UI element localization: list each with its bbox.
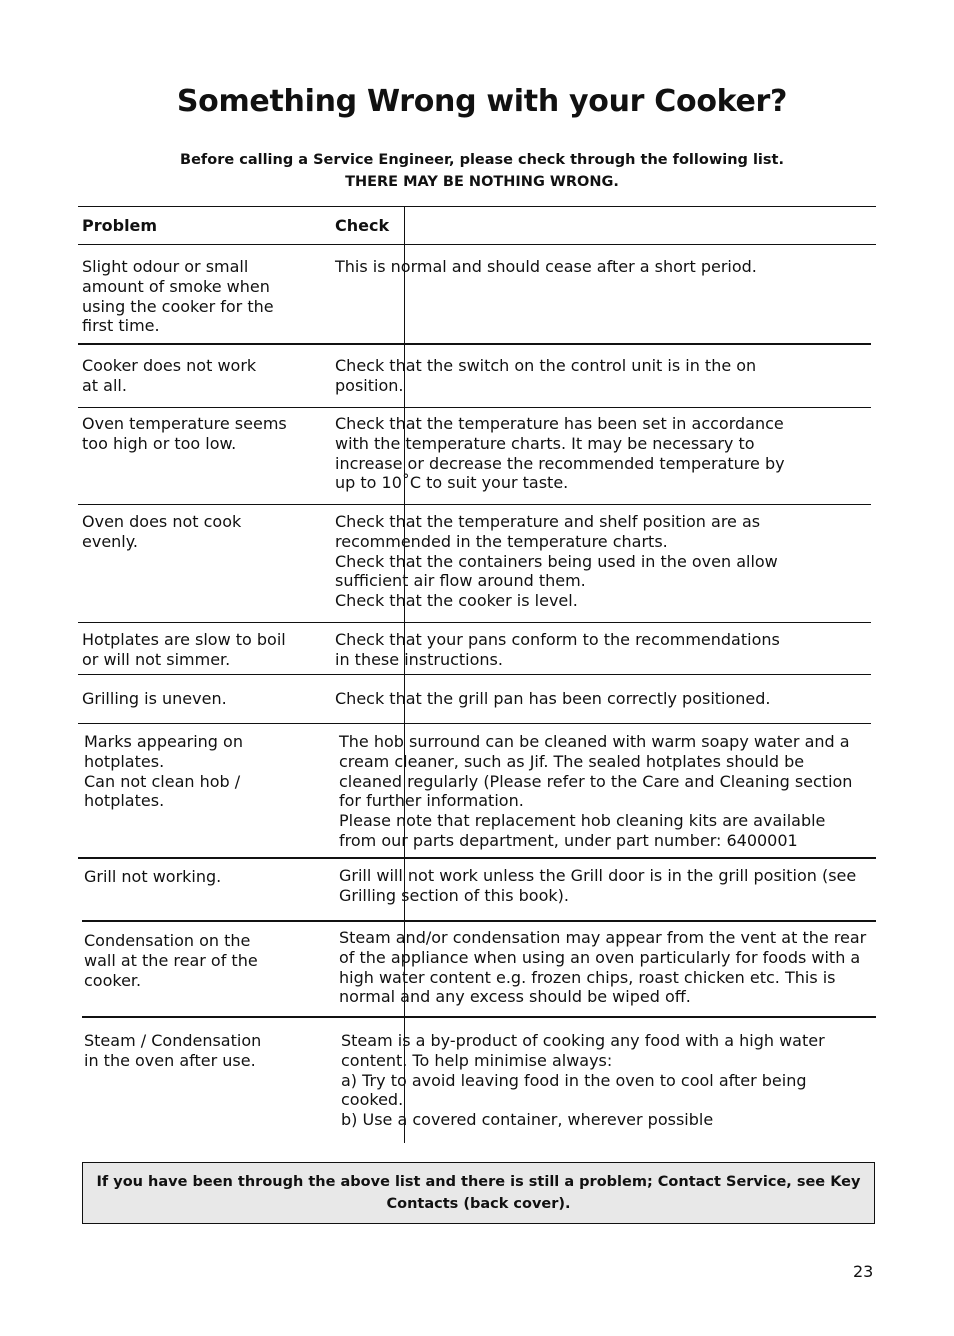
problem-cell: Condensation on the wall at the rear of the cooker. xyxy=(84,931,258,990)
page-number: 23 xyxy=(853,1262,874,1281)
problem-cell: Cooker does not work at all. xyxy=(82,356,257,395)
row-rule xyxy=(78,622,871,623)
row-rule xyxy=(78,674,871,675)
row-rule xyxy=(82,920,876,922)
notice-text: If you have been through the above list and there is still a problem; Contact Service, see Key Contacts (back cover). xyxy=(96,1174,861,1212)
problem-cell: Oven temperature seems too high or too low. xyxy=(82,414,287,453)
row-rule xyxy=(78,343,871,345)
problem-cell: Marks appearing on hotplates. Can not clean hob / hotplates. xyxy=(84,732,243,811)
check-cell: Check that the switch on the control unit is in the on position. xyxy=(335,356,757,395)
row-rule xyxy=(78,407,871,408)
row-rule xyxy=(78,723,871,724)
row-rule xyxy=(82,1016,876,1018)
check-cell: Steam is a by-product of cooking any food with a high water content. To help minimise always: a) Try to avoid leaving food in the oven to cool after being cooked. b) Use a covered container, wherever possible xyxy=(341,1031,825,1130)
problem-cell: Slight odour or small amount of smoke when using the cooker for the first time. xyxy=(82,257,274,336)
problem-cell: Oven does not cook evenly. xyxy=(82,512,242,551)
row-rule xyxy=(78,504,871,505)
header-rule xyxy=(78,244,876,245)
problem-cell: Grilling is uneven. xyxy=(82,689,227,708)
header-check: Check xyxy=(335,216,390,235)
check-cell: Check that your pans conform to the recommendations in these instructions. xyxy=(335,630,780,669)
check-cell: This is normal and should cease after a short period. xyxy=(335,257,757,276)
check-cell: The hob surround can be cleaned with warm soapy water and a cream cleaner, such as Jif. The sealed hotplates should be cleaned regularly (Please refer to the Care and Cleaning section for further information. Please note that replacement hob cleaning kits are available from our parts department, under part number: 6400001 xyxy=(339,732,853,850)
table-top-rule xyxy=(78,206,876,207)
problem-cell: Grill not working. xyxy=(84,867,222,886)
problem-cell: Steam / Condensation in the oven after use. xyxy=(84,1031,262,1070)
intro-instruction: Before calling a Service Engineer, please check through the following list. xyxy=(180,152,784,168)
check-cell: Steam and/or condensation may appear from the vent at the rear of the appliance when using an oven particularly for foods with a high water content e.g. frozen chips, roast chicken etc. This is normal and any excess should be wiped off. xyxy=(339,928,867,1007)
intro-warning: THERE MAY BE NOTHING WRONG. xyxy=(345,174,619,190)
page-title: Something Wrong with your Cooker? xyxy=(176,84,788,119)
row-rule xyxy=(78,857,876,859)
check-cell: Grill will not work unless the Grill door is in the grill position (see Grilling section of this book). xyxy=(339,866,857,905)
check-cell: Check that the temperature has been set in accordance with the temperature charts. It may be necessary to increase or decrease the recommended temperature by up to 10˚C to suit your taste. xyxy=(335,414,785,493)
contact-service-notice xyxy=(82,1162,875,1224)
check-cell: Check that the grill pan has been correctly positioned. xyxy=(335,689,771,708)
header-problem: Problem xyxy=(82,216,158,235)
problem-cell: Hotplates are slow to boil or will not simmer. xyxy=(82,630,286,669)
check-cell: Check that the temperature and shelf position are as recommended in the temperature charts. Check that the containers being used in the oven allow sufficient air flow around them. Check that the cooker is level. xyxy=(335,512,778,611)
